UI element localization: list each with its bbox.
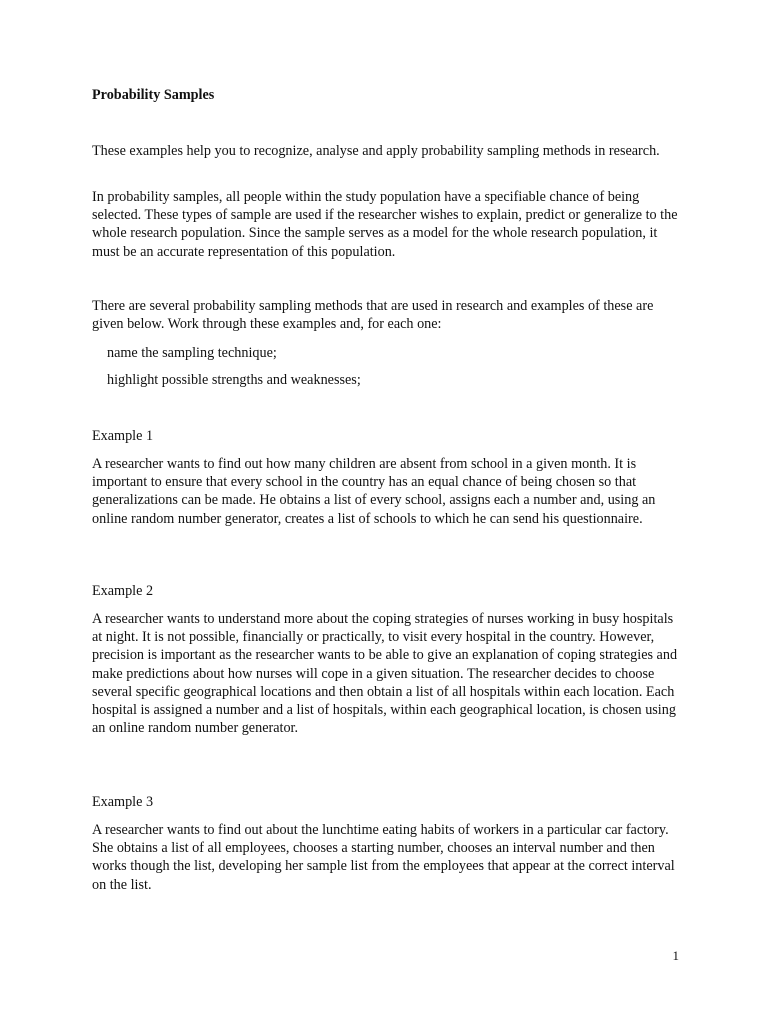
example-3-text: A researcher wants to find out about the lunchtime eating habits of workers in a particular car factory. She obtains a list of all employees, chooses a starting number, chooses an interval number and then works though the list, developing her sample list from the employees that appear at the correct interval on the list. [92, 822, 675, 893]
example-2-text: A researcher wants to understand more about the coping strategies of nurses working in busy hospitals at night. It is not possible, financially or practically, to visit every hospital in the country. However, precision is important as the researcher wants to be able to give an explanation of coping strategies and make predictions about how nurses will cope in a given situation. The researcher decides to choose several specific geographical locations and then obtain a list of all hospitals within each location. Each hospital is assigned a number and a list of hospitals, within each geographical location, is chosen using an online random number generator. [92, 611, 678, 737]
document-title: Probability Samples [92, 87, 215, 103]
task-item-strengths-weaknesses: highlight possible strengths and weaknesses; [107, 372, 361, 388]
task-item-name-technique: name the sampling technique; [107, 345, 277, 361]
example-1-heading: Example 1 [92, 428, 154, 444]
example-2-heading: Example 2 [92, 583, 154, 599]
instructions-paragraph: There are several probability sampling methods that are used in research and examples of these are given below. Work through these examples and, for each one: [92, 298, 654, 333]
intro-paragraph: These examples help you to recognize, analyse and apply probability sampling methods in research. [92, 143, 660, 159]
example-1-text: A researcher wants to find out how many children are absent from school in a given month. It is important to ensure that every school in the country has an equal chance of being chosen so that generalizations can be made. He obtains a list of every school, assigns each a number and, using an online random number generator, creates a list of schools to which he can send his questionnaire. [92, 456, 656, 527]
example-3-heading: Example 3 [92, 794, 154, 810]
definition-paragraph: In probability samples, all people within the study population have a specifiable chance of being selected. These types of sample are used if the researcher wishes to explain, predict or generalize to the whole research population. Since the sample serves as a model for the whole research population, it must be an accurate representation of this population. [92, 189, 678, 260]
page-number: 1 [672, 948, 679, 963]
